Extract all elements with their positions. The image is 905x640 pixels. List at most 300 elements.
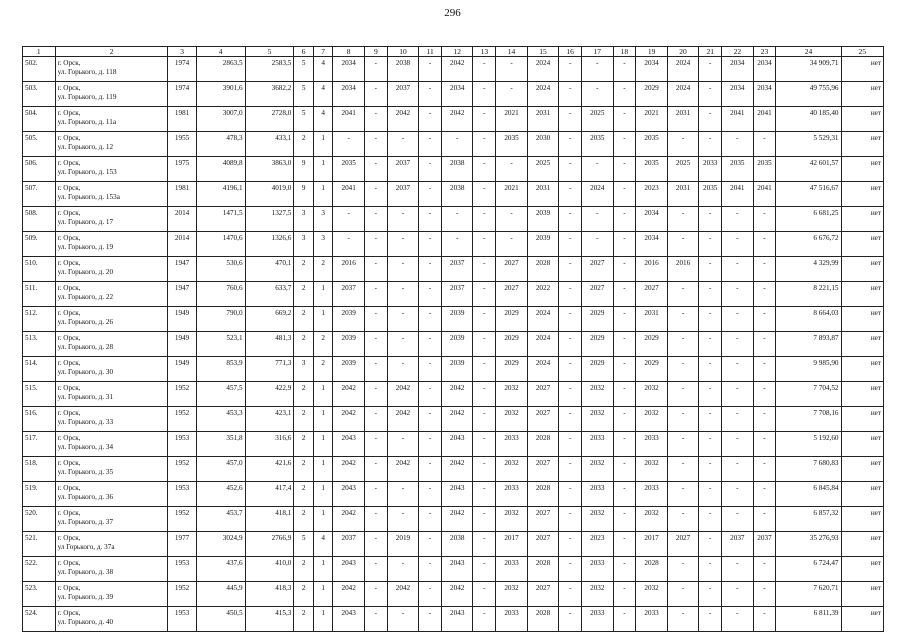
cell-c21: - (699, 332, 722, 357)
address-street: ул. Горького, д. 34 (57, 443, 114, 451)
cell-c13: - (473, 232, 496, 257)
cell-c3: 1955 (168, 132, 196, 157)
cell-c3: 1949 (168, 307, 196, 332)
cell-c3: 1952 (168, 457, 196, 482)
address-street: ул. Горького, д. 36 (57, 493, 114, 501)
cell-c18: - (613, 207, 636, 232)
address-city: г. Орск, (57, 159, 81, 167)
cell-c12: 2042 (442, 407, 473, 432)
cell-c21: - (699, 107, 722, 132)
column-number-row (23, 47, 884, 57)
cell-c18: - (613, 557, 636, 582)
cell-c12: 2043 (442, 432, 473, 457)
row-number: 510. (23, 257, 56, 282)
cell-c10: 2042 (387, 457, 418, 482)
column-header: 5 (245, 47, 294, 57)
cell-c6: 2 (294, 132, 314, 157)
cell-c18: - (613, 507, 636, 532)
cell-c12: 2039 (442, 332, 473, 357)
address-cell (55, 332, 168, 357)
column-header: 23 (753, 47, 776, 57)
cell-c11: - (419, 482, 442, 507)
address-street: ул. Горького, д. 39 (57, 593, 114, 601)
cell-c15: 2027 (527, 407, 558, 432)
cell-c17: 2033 (582, 432, 613, 457)
cell-c19: 2034 (636, 57, 667, 82)
cell-c12: 2038 (442, 182, 473, 207)
cell-c22: - (722, 407, 753, 432)
cell-c8: 2042 (333, 382, 364, 407)
cell-c13: - (473, 332, 496, 357)
cell-c17: 2029 (582, 357, 613, 382)
address-street: ул. Горького, д. 33 (57, 418, 114, 426)
address-cell (55, 457, 168, 482)
cell-c7: 2 (313, 332, 333, 357)
cell-c15: 2030 (527, 132, 558, 157)
cell-c22: - (722, 257, 753, 282)
cell-c16: - (559, 457, 582, 482)
cell-c13: - (473, 107, 496, 132)
cell-c12: 2037 (442, 257, 473, 282)
table-row (23, 407, 884, 432)
cell-c18: - (613, 82, 636, 107)
cell-c14: 2027 (496, 257, 527, 282)
column-header: 13 (473, 47, 496, 57)
cell-c17: - (582, 82, 613, 107)
cost-cell: 9 985,90 (776, 357, 841, 382)
flag-cell: нет (841, 407, 883, 432)
cell-c6: 2 (294, 582, 314, 607)
cell-c9: - (364, 532, 387, 557)
cell-c10: 2042 (387, 382, 418, 407)
cell-c15: 2024 (527, 357, 558, 382)
row-number: 509. (23, 232, 56, 257)
cost-cell: 35 276,93 (776, 532, 841, 557)
row-number: 521. (23, 532, 56, 557)
cost-cell: 7 680,83 (776, 457, 841, 482)
cell-c23: - (753, 257, 776, 282)
cell-c5: 633,7 (245, 282, 294, 307)
cell-c10: 2042 (387, 107, 418, 132)
cell-c18: - (613, 107, 636, 132)
cell-c5: 421,6 (245, 457, 294, 482)
cell-c15: 2031 (527, 107, 558, 132)
cell-c7: 1 (313, 407, 333, 432)
cell-c16: - (559, 107, 582, 132)
cell-c10: - (387, 357, 418, 382)
cell-c13: - (473, 607, 496, 632)
cell-c14: - (496, 207, 527, 232)
cell-c6: 2 (294, 257, 314, 282)
cell-c11: - (419, 57, 442, 82)
column-header: 15 (527, 47, 558, 57)
cell-c6: 5 (294, 107, 314, 132)
table-row (23, 182, 884, 207)
cell-c9: - (364, 157, 387, 182)
cell-c13: - (473, 257, 496, 282)
cell-c14: - (496, 232, 527, 257)
cell-c15: 2027 (527, 532, 558, 557)
cell-c15: 2024 (527, 57, 558, 82)
column-header: 9 (364, 47, 387, 57)
cell-c4: 760,6 (196, 282, 245, 307)
cell-c12: 2039 (442, 357, 473, 382)
cell-c22: - (722, 357, 753, 382)
cost-cell: 6 811,39 (776, 607, 841, 632)
cell-c19: 2029 (636, 332, 667, 357)
cell-c9: - (364, 457, 387, 482)
cell-c22: 2037 (722, 532, 753, 557)
cell-c13: - (473, 432, 496, 457)
cell-c23: - (753, 432, 776, 457)
cell-c9: - (364, 132, 387, 157)
cost-cell: 8 221,15 (776, 282, 841, 307)
table-row (23, 207, 884, 232)
cell-c10: - (387, 132, 418, 157)
row-number: 522. (23, 557, 56, 582)
cell-c21: - (699, 407, 722, 432)
cell-c20: 2024 (667, 57, 698, 82)
cost-cell: 5 192,60 (776, 432, 841, 457)
cost-cell: 34 909,71 (776, 57, 841, 82)
table-row (23, 357, 884, 382)
cell-c6: 2 (294, 482, 314, 507)
cell-c18: - (613, 57, 636, 82)
cell-c10: - (387, 507, 418, 532)
address-city: г. Орск, (57, 534, 81, 542)
cell-c14: 2035 (496, 132, 527, 157)
cell-c12: 2039 (442, 307, 473, 332)
cell-c22: 2041 (722, 107, 753, 132)
cell-c6: 5 (294, 57, 314, 82)
cell-c3: 1953 (168, 607, 196, 632)
cell-c4: 457,0 (196, 457, 245, 482)
cell-c14: 2032 (496, 407, 527, 432)
cell-c15: 2028 (527, 257, 558, 282)
cell-c23: - (753, 557, 776, 582)
cell-c13: - (473, 182, 496, 207)
table-body (23, 57, 884, 632)
cell-c22: - (722, 507, 753, 532)
cell-c23: 2041 (753, 182, 776, 207)
cell-c19: 2031 (636, 307, 667, 332)
cell-c14: 2032 (496, 507, 527, 532)
table-row (23, 607, 884, 632)
cell-c9: - (364, 257, 387, 282)
cell-c22: - (722, 557, 753, 582)
cell-c14: 2029 (496, 357, 527, 382)
address-street: ул. Горького, д. 17 (57, 218, 114, 226)
address-cell (55, 182, 168, 207)
cell-c8: - (333, 207, 364, 232)
cell-c11: - (419, 157, 442, 182)
cell-c18: - (613, 307, 636, 332)
flag-cell: нет (841, 532, 883, 557)
address-city: г. Орск, (57, 184, 81, 192)
row-number: 520. (23, 507, 56, 532)
address-street: ул. Горького, д. 37 (57, 518, 114, 526)
cell-c5: 422,9 (245, 382, 294, 407)
cell-c17: 2023 (582, 532, 613, 557)
cell-c5: 418,3 (245, 582, 294, 607)
cell-c11: - (419, 457, 442, 482)
cell-c11: - (419, 407, 442, 432)
address-street: ул. Горького, д. 153 (57, 168, 117, 176)
cell-c16: - (559, 207, 582, 232)
cell-c13: - (473, 157, 496, 182)
cell-c4: 4089,8 (196, 157, 245, 182)
row-number: 516. (23, 407, 56, 432)
cell-c3: 1949 (168, 332, 196, 357)
cell-c7: 1 (313, 282, 333, 307)
cell-c10: - (387, 282, 418, 307)
cell-c4: 853,9 (196, 357, 245, 382)
cell-c8: 2042 (333, 507, 364, 532)
cell-c6: 2 (294, 332, 314, 357)
cell-c12: 2042 (442, 457, 473, 482)
cell-c14: 2021 (496, 107, 527, 132)
cell-c20: - (667, 482, 698, 507)
cell-c18: - (613, 182, 636, 207)
cell-c12: 2037 (442, 282, 473, 307)
cell-c5: 410,0 (245, 557, 294, 582)
column-header: 11 (419, 47, 442, 57)
table-row (23, 582, 884, 607)
flag-cell: нет (841, 232, 883, 257)
cell-c7: 1 (313, 582, 333, 607)
cell-c4: 450,5 (196, 607, 245, 632)
flag-cell: нет (841, 257, 883, 282)
cell-c6: 2 (294, 407, 314, 432)
cell-c4: 530,6 (196, 257, 245, 282)
cell-c19: 2017 (636, 532, 667, 557)
cell-c12: 2042 (442, 107, 473, 132)
cell-c8: 2039 (333, 357, 364, 382)
cell-c18: - (613, 407, 636, 432)
cell-c23: - (753, 132, 776, 157)
cell-c5: 415,3 (245, 607, 294, 632)
cell-c6: 5 (294, 532, 314, 557)
cell-c7: 4 (313, 82, 333, 107)
cell-c10: - (387, 332, 418, 357)
cell-c21: - (699, 457, 722, 482)
cell-c22: - (722, 607, 753, 632)
cell-c14: 2033 (496, 607, 527, 632)
address-cell (55, 257, 168, 282)
cell-c7: 4 (313, 57, 333, 82)
address-cell (55, 507, 168, 532)
column-header: 21 (699, 47, 722, 57)
cost-cell: 7 620,71 (776, 582, 841, 607)
cell-c15: 2024 (527, 82, 558, 107)
cell-c23: - (753, 232, 776, 257)
cell-c21: - (699, 207, 722, 232)
cell-c14: 2033 (496, 432, 527, 457)
cell-c23: - (753, 282, 776, 307)
cell-c15: 2028 (527, 607, 558, 632)
cell-c3: 1953 (168, 432, 196, 457)
cell-c12: - (442, 232, 473, 257)
cell-c22: - (722, 482, 753, 507)
cell-c20: - (667, 132, 698, 157)
cell-c4: 437,6 (196, 557, 245, 582)
cell-c5: 2728,0 (245, 107, 294, 132)
flag-cell: нет (841, 107, 883, 132)
cost-cell: 5 529,31 (776, 132, 841, 157)
cell-c12: 2042 (442, 57, 473, 82)
cell-c10: - (387, 307, 418, 332)
column-header: 3 (168, 47, 196, 57)
address-cell (55, 232, 168, 257)
address-street: ул. Горького, д. 38 (57, 568, 114, 576)
cell-c19: 2034 (636, 207, 667, 232)
address-street: ул. Горького, д. 19 (57, 243, 114, 251)
row-number: 504. (23, 107, 56, 132)
cell-c20: - (667, 382, 698, 407)
address-street: ул Горького, д. 37а (57, 543, 115, 551)
cell-c3: 1952 (168, 382, 196, 407)
cell-c23: - (753, 407, 776, 432)
cell-c12: 2043 (442, 557, 473, 582)
cell-c3: 1977 (168, 532, 196, 557)
cell-c3: 2014 (168, 232, 196, 257)
row-number: 523. (23, 582, 56, 607)
cost-cell: 6 681,25 (776, 207, 841, 232)
cell-c19: 2027 (636, 282, 667, 307)
column-header: 17 (582, 47, 613, 57)
cell-c14: - (496, 157, 527, 182)
cell-c5: 470,1 (245, 257, 294, 282)
flag-cell: нет (841, 332, 883, 357)
cell-c22: 2034 (722, 57, 753, 82)
cell-c6: 9 (294, 157, 314, 182)
address-cell (55, 407, 168, 432)
address-city: г. Орск, (57, 134, 81, 142)
cell-c23: - (753, 207, 776, 232)
cell-c4: 453,3 (196, 407, 245, 432)
flag-cell: нет (841, 157, 883, 182)
cell-c18: - (613, 457, 636, 482)
cell-c21: - (699, 132, 722, 157)
cell-c7: 1 (313, 132, 333, 157)
cell-c17: 2025 (582, 107, 613, 132)
cell-c16: - (559, 557, 582, 582)
cell-c11: - (419, 132, 442, 157)
cell-c9: - (364, 357, 387, 382)
cell-c11: - (419, 232, 442, 257)
cell-c3: 1953 (168, 557, 196, 582)
cell-c9: - (364, 282, 387, 307)
address-cell (55, 157, 168, 182)
cell-c20: - (667, 507, 698, 532)
address-street: ул. Горького, д. 31 (57, 393, 114, 401)
cost-cell: 6 724,47 (776, 557, 841, 582)
cost-cell: 7 704,52 (776, 382, 841, 407)
cell-c6: 2 (294, 382, 314, 407)
cell-c18: - (613, 132, 636, 157)
column-header: 25 (841, 47, 883, 57)
cell-c16: - (559, 157, 582, 182)
cost-cell: 7 708,16 (776, 407, 841, 432)
cell-c3: 1981 (168, 182, 196, 207)
cell-c6: 2 (294, 557, 314, 582)
cell-c20: - (667, 232, 698, 257)
cell-c12: - (442, 132, 473, 157)
table-row (23, 557, 884, 582)
cell-c8: 2042 (333, 407, 364, 432)
table-row (23, 307, 884, 332)
cell-c17: 2032 (582, 582, 613, 607)
flag-cell: нет (841, 607, 883, 632)
cell-c11: - (419, 557, 442, 582)
cell-c15: 2027 (527, 582, 558, 607)
cell-c20: - (667, 332, 698, 357)
address-street: ул. Горького, д. 30 (57, 368, 114, 376)
cell-c4: 523,1 (196, 332, 245, 357)
cell-c14: 2033 (496, 557, 527, 582)
row-number: 508. (23, 207, 56, 232)
cell-c4: 457,5 (196, 382, 245, 407)
cell-c14: 2027 (496, 282, 527, 307)
cell-c10: - (387, 482, 418, 507)
cell-c8: 2043 (333, 432, 364, 457)
cell-c10: - (387, 557, 418, 582)
cell-c3: 1947 (168, 282, 196, 307)
address-street: ул. Горького, д. 40 (57, 618, 114, 626)
cell-c18: - (613, 257, 636, 282)
address-street: ул. Горького, д. 20 (57, 268, 114, 276)
cell-c15: 2027 (527, 382, 558, 407)
cell-c14: 2017 (496, 532, 527, 557)
cell-c20: - (667, 557, 698, 582)
column-header: 7 (313, 47, 333, 57)
cell-c20: - (667, 457, 698, 482)
cell-c21: 2035 (699, 182, 722, 207)
cell-c16: - (559, 182, 582, 207)
cell-c5: 1327,5 (245, 207, 294, 232)
row-number: 517. (23, 432, 56, 457)
address-cell (55, 532, 168, 557)
cell-c18: - (613, 482, 636, 507)
cell-c11: - (419, 357, 442, 382)
cell-c15: 2028 (527, 557, 558, 582)
address-city: г. Орск, (57, 559, 81, 567)
cell-c5: 771,3 (245, 357, 294, 382)
cell-c22: 2034 (722, 82, 753, 107)
cell-c3: 1975 (168, 157, 196, 182)
cell-c22: - (722, 307, 753, 332)
cell-c18: - (613, 607, 636, 632)
cell-c5: 417,4 (245, 482, 294, 507)
cell-c4: 453,7 (196, 507, 245, 532)
cell-c22: - (722, 432, 753, 457)
address-street: ул. Горького, д. 26 (57, 318, 114, 326)
cell-c5: 423,1 (245, 407, 294, 432)
cell-c3: 1952 (168, 507, 196, 532)
column-header: 24 (776, 47, 841, 57)
cell-c19: 2033 (636, 432, 667, 457)
cell-c17: 2029 (582, 332, 613, 357)
row-number: 506. (23, 157, 56, 182)
flag-cell: нет (841, 432, 883, 457)
cell-c7: 1 (313, 507, 333, 532)
cell-c20: - (667, 582, 698, 607)
cell-c21: - (699, 82, 722, 107)
cell-c17: 2033 (582, 607, 613, 632)
cell-c22: - (722, 232, 753, 257)
address-street: ул. Горького, д. 153а (57, 193, 120, 201)
cell-c9: - (364, 232, 387, 257)
